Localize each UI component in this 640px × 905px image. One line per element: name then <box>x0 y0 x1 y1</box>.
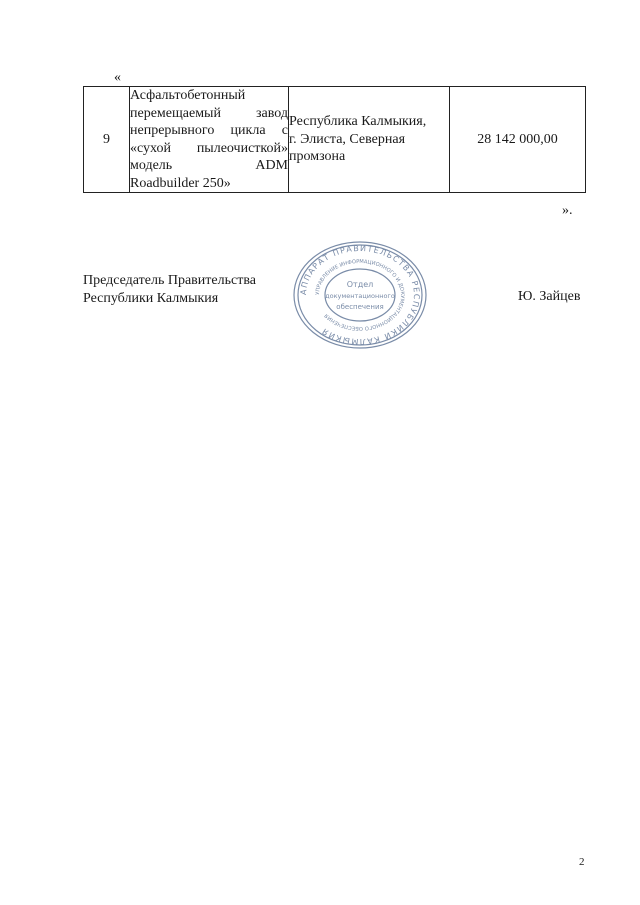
location-cell <box>289 87 450 193</box>
signer-title <box>83 272 256 307</box>
item-name-line: «сухой пылеочисткой» <box>130 140 288 156</box>
table-row <box>84 87 586 193</box>
official-seal-icon <box>292 240 428 350</box>
item-name-line: непрерывного цикла с <box>130 123 288 138</box>
items-table <box>83 86 586 193</box>
seal-outer-text: АППАРАТ ПРАВИТЕЛЬСТВА РЕСПУБЛИКИ КАЛМЫКИЯ <box>298 243 422 347</box>
item-name-line: модель ADM <box>130 158 288 173</box>
opening-quote: « <box>114 70 121 85</box>
signer-name: Ю. Зайцев <box>518 289 581 304</box>
item-name-line: Асфальтобетонный <box>130 88 246 103</box>
item-name-cell <box>130 87 289 193</box>
seal-center-line: обеспечения <box>336 303 384 311</box>
seal-center-line: документационного <box>325 292 395 300</box>
page-number: 2 <box>579 856 585 868</box>
location-line: Республика Калмыкия, <box>289 114 427 130</box>
amount-cell: 28 142 000,00 <box>450 87 586 193</box>
seal-center-line: Отдел <box>346 280 374 289</box>
seal-middle-text: УПРАВЛЕНИЕ ИНФОРМАЦИОННОГО И ДОКУМЕНТАЦИОННОГО ОБЕСПЕЧЕНИЯ <box>314 258 406 332</box>
item-name-line: Roadbuilder 250» <box>130 175 231 191</box>
location-line: г. Элиста, Северная <box>289 131 406 147</box>
item-name-line: перемещаемый завод <box>130 105 288 121</box>
location-line: промзона <box>289 149 346 165</box>
closing-quote: ». <box>562 203 573 218</box>
signer-title-line: Председатель Правительства <box>83 273 256 288</box>
signer-title-line: Республики Калмыкия <box>83 290 219 306</box>
row-number-cell: 9 <box>84 87 130 193</box>
